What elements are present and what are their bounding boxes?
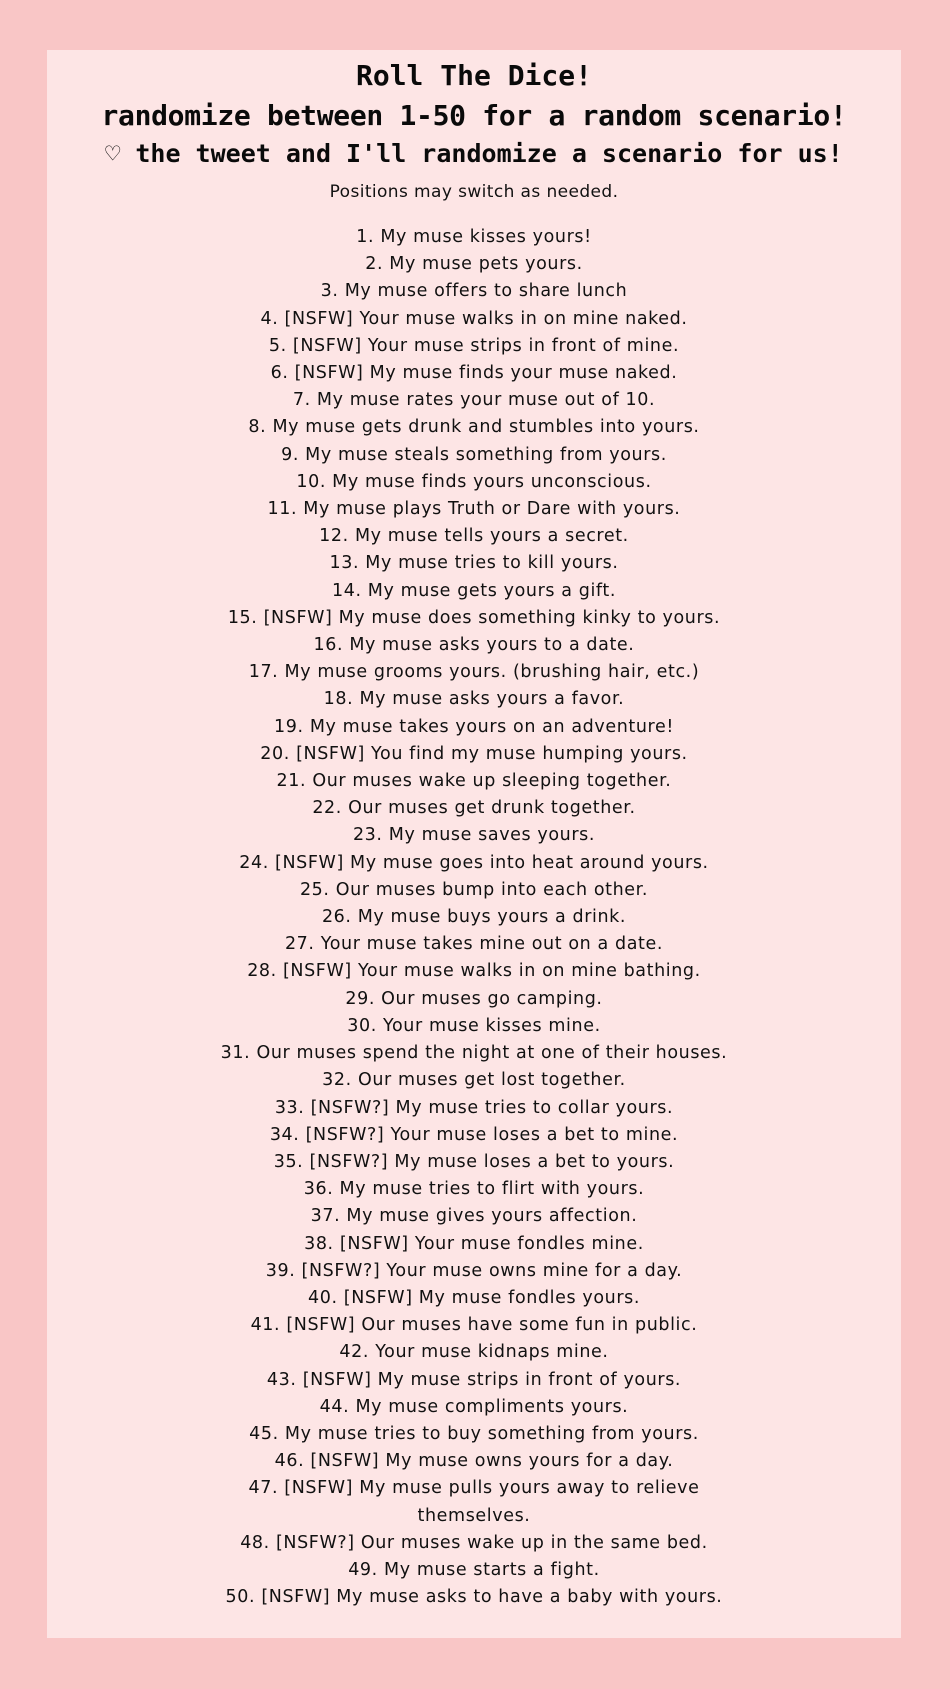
scenario-item: 36. My muse tries to flirt with yours. — [303, 1179, 645, 1200]
scenario-item: 2. My muse pets yours. — [365, 254, 583, 275]
scenario-item: 24. [NSFW] My muse goes into heat around yours. — [239, 852, 709, 873]
scenario-item: 9. My muse steals something from yours. — [281, 444, 667, 465]
scenario-card — [47, 50, 901, 1638]
page-title: Roll The Dice! — [355, 59, 592, 92]
scenario-item: 44. My muse compliments yours. — [319, 1396, 629, 1417]
scenario-item: 38. [NSFW] Your muse fondles mine. — [304, 1233, 644, 1254]
scenario-item: 6. [NSFW] My muse finds your muse naked. — [270, 363, 678, 384]
scenario-item: 16. My muse asks yours to a date. — [313, 635, 635, 656]
scenario-item: 3. My muse offers to share lunch — [320, 281, 628, 302]
scenario-item: 50. [NSFW] My muse asks to have a baby with yours. — [225, 1587, 723, 1608]
scenario-item: 5. [NSFW] Your muse strips in front of mine. — [268, 335, 680, 356]
scenario-item: 25. Our muses bump into each other. — [299, 879, 649, 900]
scenario-item: 48. [NSFW?] Our muses wake up in the same bed. — [240, 1532, 708, 1553]
scenario-item: 26. My muse buys yours a drink. — [321, 907, 627, 928]
scenario-item: 22. Our muses get drunk together. — [312, 798, 636, 819]
scenario-item: 31. Our muses spend the night at one of their houses. — [220, 1043, 728, 1064]
scenario-item: 10. My muse finds yours unconscious. — [296, 471, 652, 492]
scenario-item: 40. [NSFW] My muse fondles yours. — [308, 1287, 640, 1308]
scenario-item: 12. My muse tells yours a secret. — [319, 526, 629, 547]
scenario-item: 27. Your muse takes mine out on a date. — [284, 934, 664, 955]
call-to-action: ♡ the tweet and I'll randomize a scenario for us! — [105, 139, 843, 168]
scenario-item: 49. My muse starts a fight. — [348, 1559, 600, 1580]
scenario-item: 20. [NSFW] You find my muse humping yours. — [260, 743, 688, 764]
scenario-item: 30. Your muse kisses mine. — [347, 1015, 601, 1036]
scenario-item: 19. My muse takes yours on an adventure! — [274, 716, 674, 737]
scenario-item: 1. My muse kisses yours! — [356, 227, 592, 247]
positions-note: Positions may switch as needed. — [329, 182, 619, 202]
scenario-item: 28. [NSFW] Your muse walks in on mine bathing. — [247, 961, 701, 982]
scenario-item: 39. [NSFW?] Your muse owns mine for a day. — [265, 1260, 683, 1281]
scenario-item: 45. My muse tries to buy something from yours. — [249, 1423, 699, 1444]
scenario-item: 32. Our muses get lost together. — [322, 1070, 626, 1091]
scenario-item: 18. My muse asks yours a favor. — [323, 689, 625, 710]
scenario-item: 23. My muse saves yours. — [352, 825, 596, 846]
scenario-item: 35. [NSFW?] My muse loses a bet to yours. — [273, 1151, 675, 1172]
scenario-item: 41. [NSFW] Our muses have some fun in public. — [250, 1315, 698, 1336]
scenario-item: 43. [NSFW] My muse strips in front of yours. — [266, 1369, 682, 1390]
scenario-item: 7. My muse rates your muse out of 10. — [292, 390, 656, 411]
scenario-item: 46. [NSFW] My muse owns yours for a day. — [274, 1451, 674, 1472]
scenario-item: 21. Our muses wake up sleeping together. — [276, 771, 672, 792]
scenario-item: 47. [NSFW] My muse pulls yours away to relieve themselves. — [248, 1478, 700, 1526]
scenario-item: 8. My muse gets drunk and stumbles into yours. — [248, 417, 700, 438]
scenario-list — [47, 224, 901, 1611]
scenario-item: 17. My muse grooms yours. (brushing hair, etc.) — [248, 662, 700, 683]
scenario-item: 4. [NSFW] Your muse walks in on mine naked. — [260, 308, 688, 329]
scenario-item: 13. My muse tries to kill yours. — [329, 553, 619, 574]
scenario-item: 33. [NSFW?] My muse tries to collar yours. — [274, 1097, 674, 1118]
scenario-item: 14. My muse gets yours a gift. — [332, 580, 616, 601]
page-subtitle: randomize between 1-50 for a random scenario! — [101, 99, 847, 132]
scenario-item: 37. My muse gives yours affection. — [310, 1206, 638, 1227]
scenario-item: 11. My muse plays Truth or Dare with yours. — [267, 499, 681, 520]
scenario-item: 15. [NSFW] My muse does something kinky to yours. — [227, 607, 721, 628]
scenario-item: 29. Our muses go camping. — [345, 988, 603, 1009]
scenario-item: 34. [NSFW?] Your muse loses a bet to mine. — [269, 1124, 679, 1145]
scenario-item: 42. Your muse kidnaps mine. — [339, 1342, 609, 1363]
